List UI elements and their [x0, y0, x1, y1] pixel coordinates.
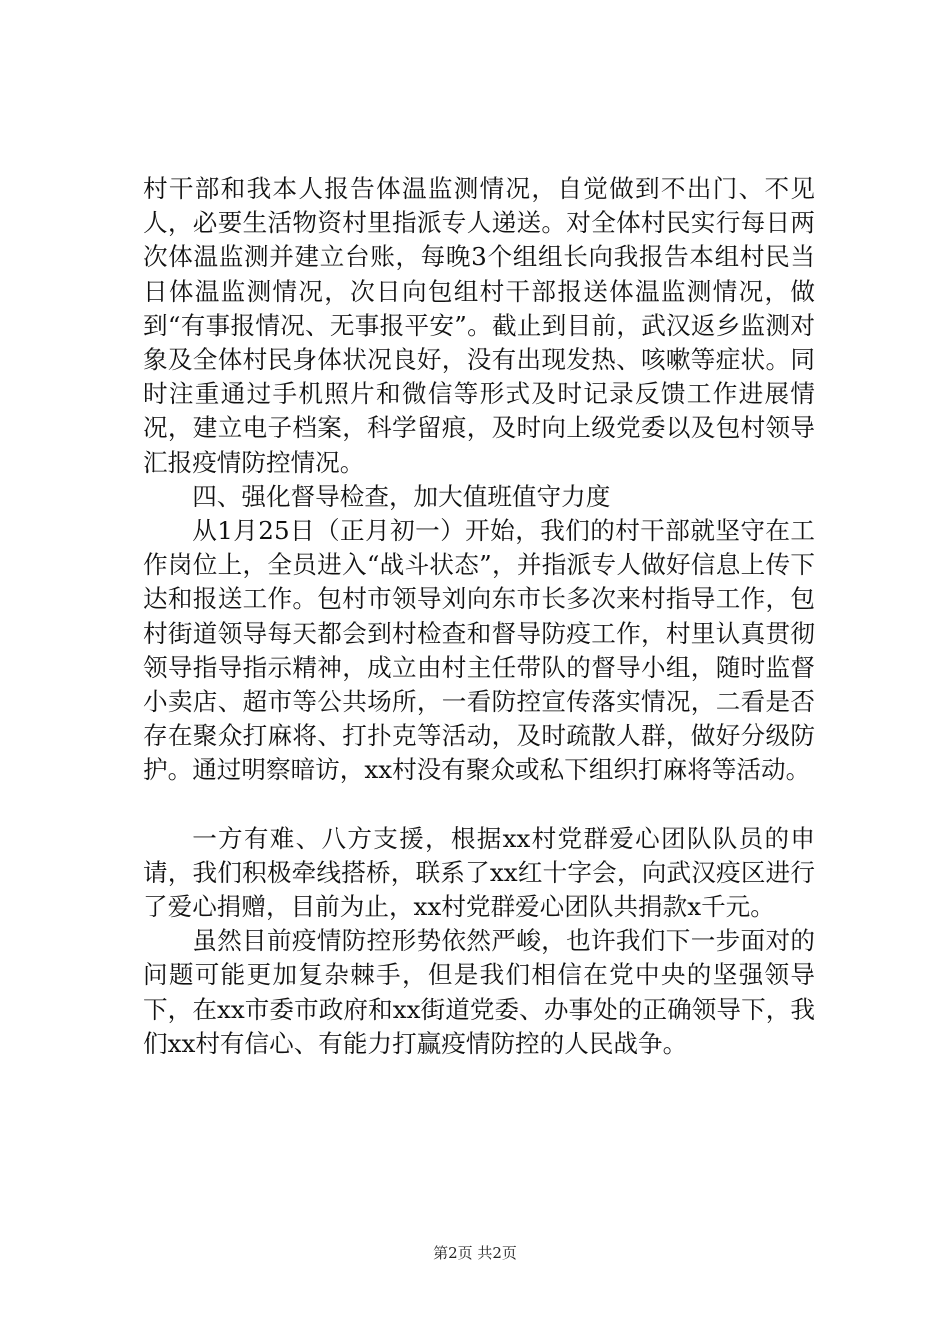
paragraph-continuation: 村干部和我本人报告体温监测情况，自觉做到不出门、不见人，必要生活物资村里指派专人递送。对全体村民实行每日两次体温监测并建立台账，每晚3个组组长向我报告本组村民当日体温监测情况，次日向包组村干部报送体温监测情况，做到“有事报情况、无事报平安”。截止到目前，武汉返乡监测对象及全体村民身体状况良好，没有出现发热、咳嗽等症状。同时注重通过手机照片和微信等形式及时记录反馈工作进展情况，建立电子档案，科学留痕，及时向上级党委以及包村领导汇报疫情防控情况。: [143, 174, 815, 477]
paragraph-donation: 一方有难、八方支援，根据xx村党群爱心团队队员的申请，我们积极牵线搭桥，联系了xx红十字会，向武汉疫区进行了爱心捐赠，目前为止，xx村党群爱心团队共捐款x千元。: [143, 823, 815, 922]
section-heading: 四、强化督导检查，加大值班值守力度: [192, 481, 611, 511]
page-number-footer: 第2页 共2页: [433, 1244, 517, 1262]
paragraph-conclusion: 虽然目前疫情防控形势依然严峻，也许我们下一步面对的问题可能更加复杂棘手，但是我们相信在党中央的坚强领导下，在xx市委市政府和xx街道党委、办事处的正确领导下，我们xx村有信心、有能力打赢疫情防控的人民战争。: [143, 926, 815, 1058]
paragraph-supervision: 从1月25日（正月初一）开始，我们的村干部就坚守在工作岗位上，全员进入“战斗状态”，并指派专人做好信息上传下达和报送工作。包村市领导刘向东市长多次来村指导工作，包村街道领导每天都会到村检查和督导防疫工作，村里认真贯彻领导指导指示精神，成立由村主任带队的督导小组，随时监督小卖店、超市等公共场所，一看防控宣传落实情况，二看是否存在聚众打麻将、打扑克等活动，及时疏散人群，做好分级防护。通过明察暗访，xx村没有聚众或私下组织打麻将等活动。: [143, 516, 815, 785]
document-body: [143, 172, 815, 1061]
